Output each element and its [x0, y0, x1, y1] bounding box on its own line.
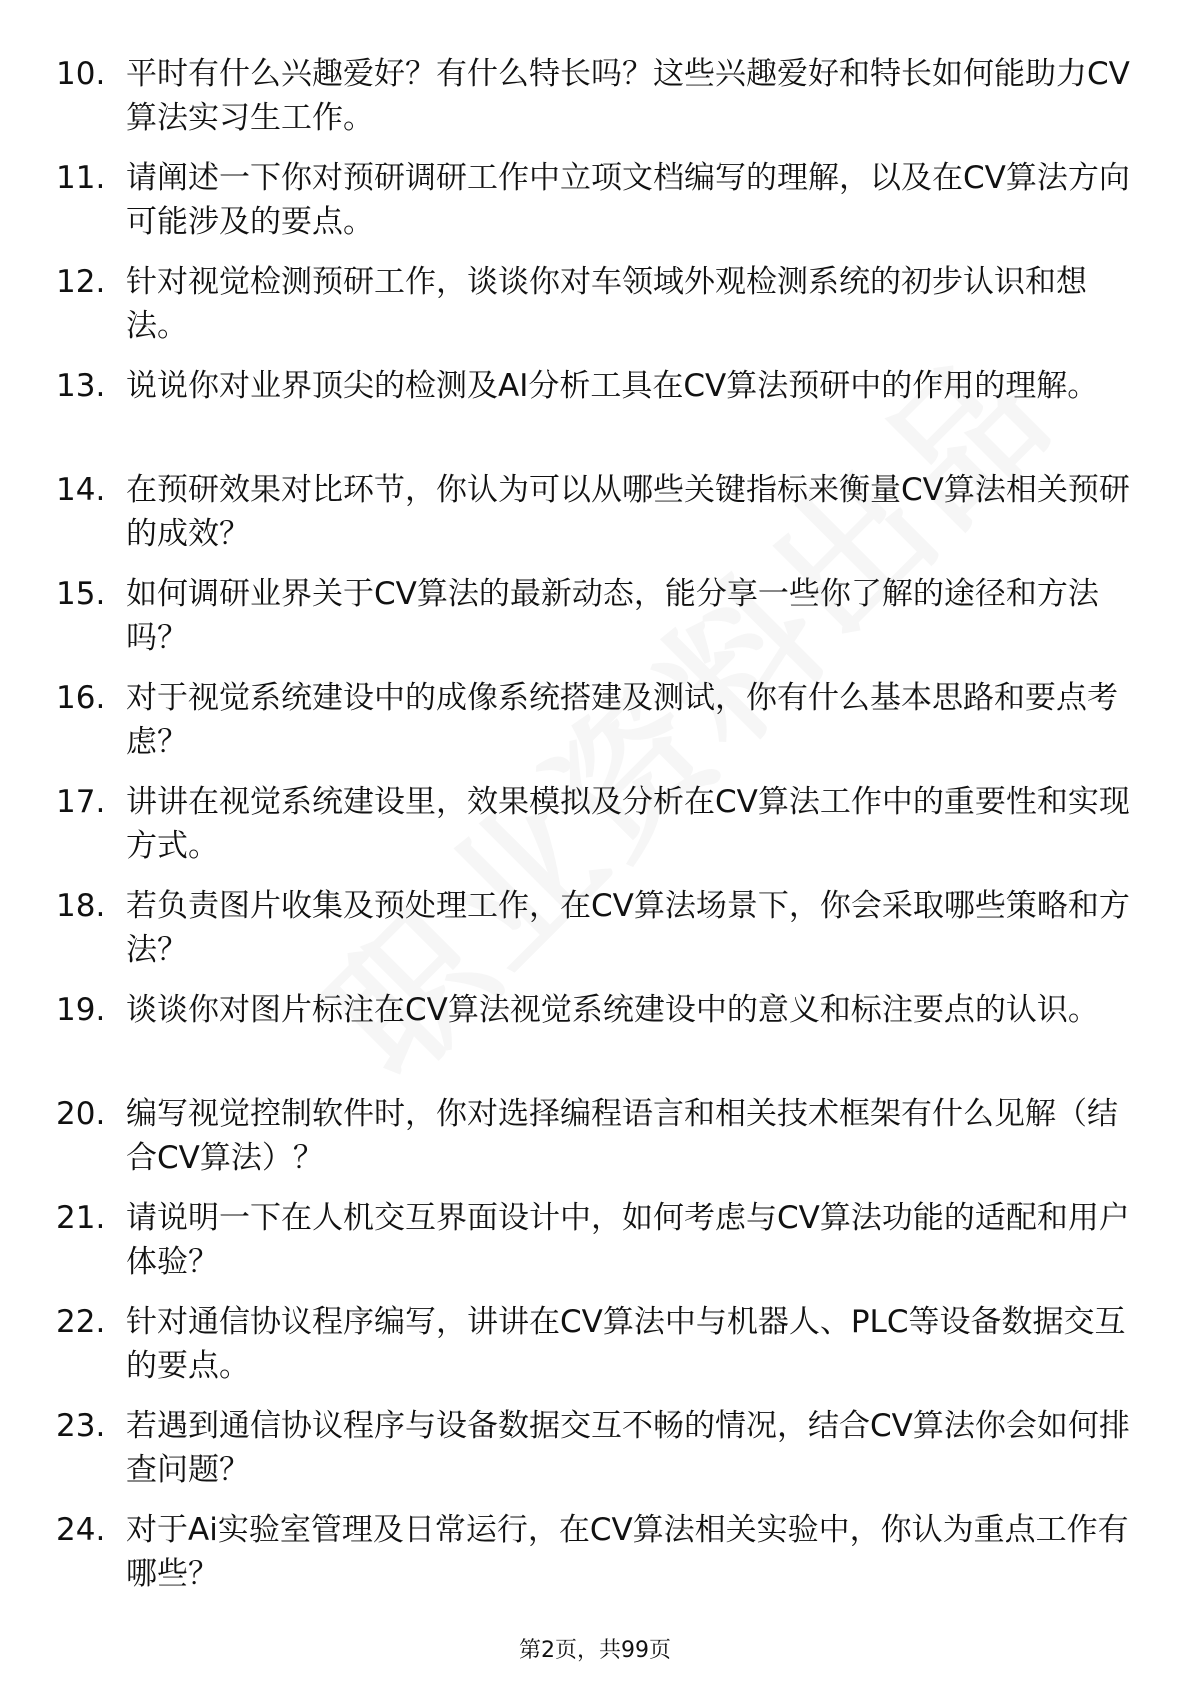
question-text: 若负责图片收集及预处理工作，在CV算法场景下，你会采取哪些策略和方法？ [126, 888, 1130, 968]
question-list [56, 52, 1136, 1612]
question-item [56, 780, 1136, 884]
question-text: 对于视觉系统建设中的成像系统搭建及测试，你有什么基本思路和要点考虑？ [126, 680, 1118, 760]
question-item [56, 52, 1136, 156]
question-number: 24. [56, 1512, 106, 1548]
question-item [56, 1300, 1136, 1404]
question-text: 针对通信协议程序编写，讲讲在CV算法中与机器人、PLC等设备数据交互的要点。 [126, 1304, 1126, 1384]
question-item [56, 1404, 1136, 1508]
question-item [56, 1508, 1136, 1612]
question-text: 讲讲在视觉系统建设里，效果模拟及分析在CV算法工作中的重要性和实现方式。 [126, 784, 1130, 864]
question-text: 如何调研业界关于CV算法的最新动态，能分享一些你了解的途径和方法吗？ [126, 576, 1099, 656]
question-item [56, 884, 1136, 988]
question-text: 平时有什么兴趣爱好？有什么特长吗？这些兴趣爱好和特长如何能助力CV算法实习生工作。 [126, 56, 1130, 136]
question-number: 21. [56, 1200, 106, 1236]
question-number: 12. [56, 264, 106, 300]
question-text: 谈谈你对图片标注在CV算法视觉系统建设中的意义和标注要点的认识。 [126, 992, 1099, 1028]
question-number: 14. [56, 472, 106, 508]
question-item [56, 468, 1136, 572]
question-item [56, 1092, 1136, 1196]
question-item [56, 1196, 1136, 1300]
question-item [56, 364, 1136, 468]
question-text: 请说明一下在人机交互界面设计中，如何考虑与CV算法功能的适配和用户体验？ [126, 1200, 1130, 1280]
page-footer: 第2页，共99页 [519, 1638, 671, 1663]
question-text: 编写视觉控制软件时，你对选择编程语言和相关技术框架有什么见解（结合CV算法）？ [126, 1096, 1118, 1176]
question-text: 在预研效果对比环节，你认为可以从哪些关键指标来衡量CV算法相关预研的成效？ [126, 472, 1130, 552]
question-text: 针对视觉检测预研工作，谈谈你对车领域外观检测系统的初步认识和想法。 [126, 264, 1087, 344]
question-text: 请阐述一下你对预研调研工作中立项文档编写的理解，以及在CV算法方向可能涉及的要点。 [126, 160, 1130, 240]
question-text: 若遇到通信协议程序与设备数据交互不畅的情况，结合CV算法你会如何排查问题？ [126, 1408, 1130, 1488]
question-item [56, 156, 1136, 260]
question-number: 17. [56, 784, 106, 820]
question-number: 18. [56, 888, 106, 924]
question-number: 16. [56, 680, 106, 716]
question-text: 对于Ai实验室管理及日常运行，在CV算法相关实验中，你认为重点工作有哪些？ [126, 1512, 1129, 1592]
question-item [56, 260, 1136, 364]
question-number: 19. [56, 992, 106, 1028]
question-number: 22. [56, 1304, 106, 1340]
question-number: 11. [56, 160, 106, 196]
question-number: 10. [56, 56, 106, 92]
question-number: 23. [56, 1408, 106, 1444]
question-number: 20. [56, 1096, 106, 1132]
question-item [56, 572, 1136, 676]
question-item [56, 988, 1136, 1092]
question-item [56, 676, 1136, 780]
question-number: 15. [56, 576, 106, 612]
question-number: 13. [56, 368, 106, 404]
question-text: 说说你对业界顶尖的检测及AI分析工具在CV算法预研中的作用的理解。 [126, 368, 1099, 404]
